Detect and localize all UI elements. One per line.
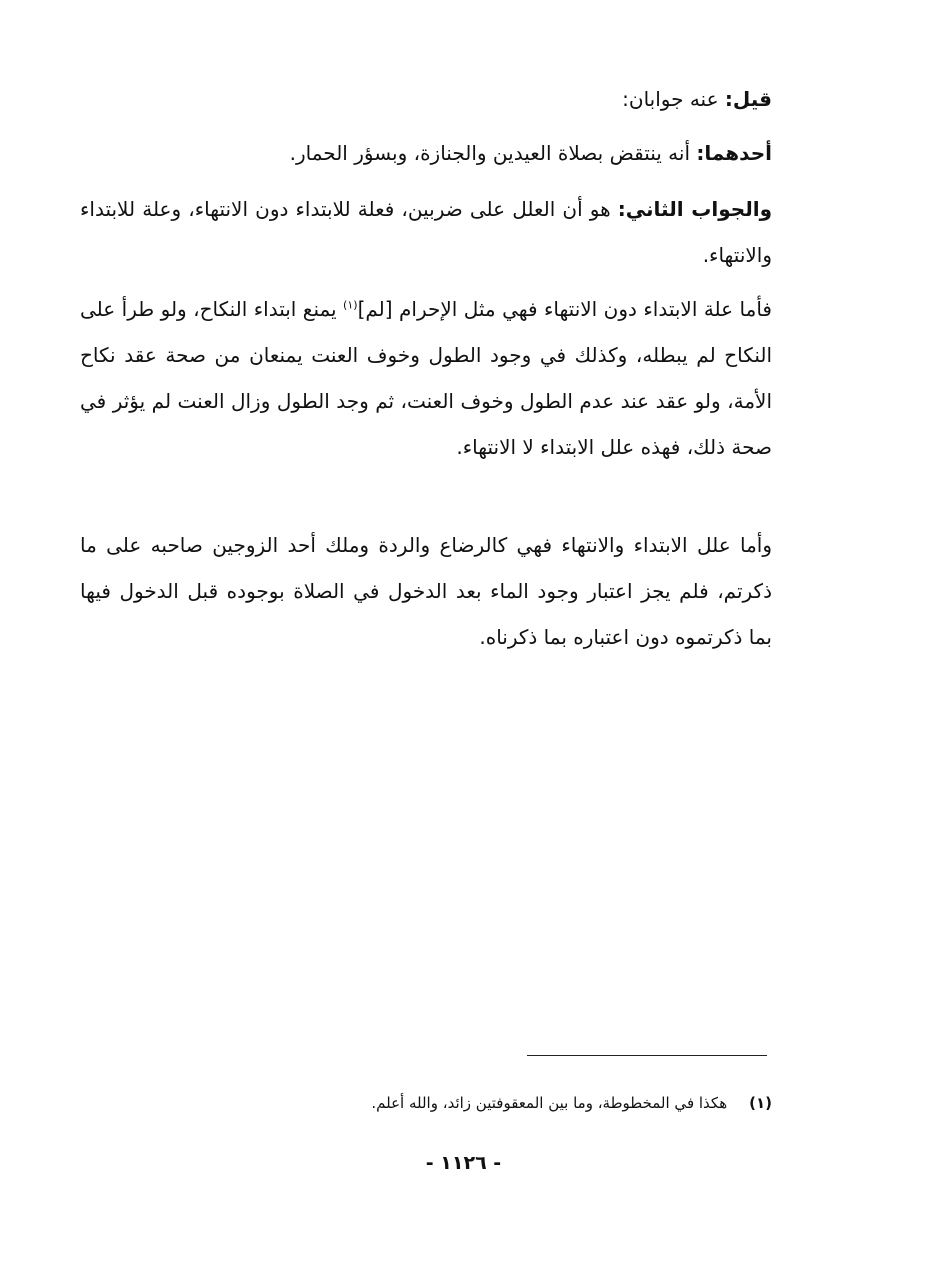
footnote-text: هكذا في المخطوطة، وما بين المعقوفتين زائد، والله أعلم. xyxy=(371,1094,728,1112)
footnote xyxy=(200,1086,772,1120)
paragraph-text: هو أن العلل على ضربين، فعلة للابتداء دون الانتهاء، وعلة للابتداء والانتهاء. xyxy=(80,197,772,267)
footnote-reference[interactable]: (١) xyxy=(343,298,358,312)
paragraph-initiation-causes xyxy=(80,286,772,470)
paragraph-second-answer xyxy=(80,186,772,278)
footnote-separator xyxy=(527,1055,767,1056)
paragraph-qil xyxy=(80,76,772,122)
footnote-number: (١) xyxy=(749,1094,772,1112)
paragraph-first-answer xyxy=(80,130,772,176)
paragraph-label: والجواب الثاني: xyxy=(617,197,772,221)
paragraph-text: وأما علل الابتداء والانتهاء فهي كالرضاع والردة وملك أحد الزوجين صاحبه على ما ذكرتم، فلم يجز اعتبار وجود الماء بعد الدخول في الصلاة بوجوده قبل الدخول فيها بما ذكرتموه دون اعتباره بما ذكرناه. xyxy=(80,533,772,649)
paragraph-text: أنه ينتقض بصلاة العيدين والجنازة، وبسؤر الحمار. xyxy=(289,141,697,165)
paragraph-label: أحدهما: xyxy=(696,141,772,165)
paragraph-text: فأما علة الابتداء دون الانتهاء فهي مثل الإحرام [لم] xyxy=(357,297,772,321)
paragraph-text-continued: يمنع ابتداء النكاح، ولو طرأ على النكاح لم يبطله، وكذلك في وجود الطول وخوف العنت يمنعان من صحة عقد نكاح الأمة، ولو عقد عند عدم الطول وخوف العنت، ثم وجد الطول وزال العنت لم يؤثر في صحة ذلك، فهذه علل الابتداء لا الانتهاء. xyxy=(80,297,772,459)
page-number: - ١١٢٦ - xyxy=(425,1152,502,1174)
paragraph-label: قيل: xyxy=(724,87,772,111)
paragraph-text: عنه جوابان: xyxy=(622,87,725,111)
paragraph-initiation-and-continuation-causes xyxy=(80,522,772,660)
